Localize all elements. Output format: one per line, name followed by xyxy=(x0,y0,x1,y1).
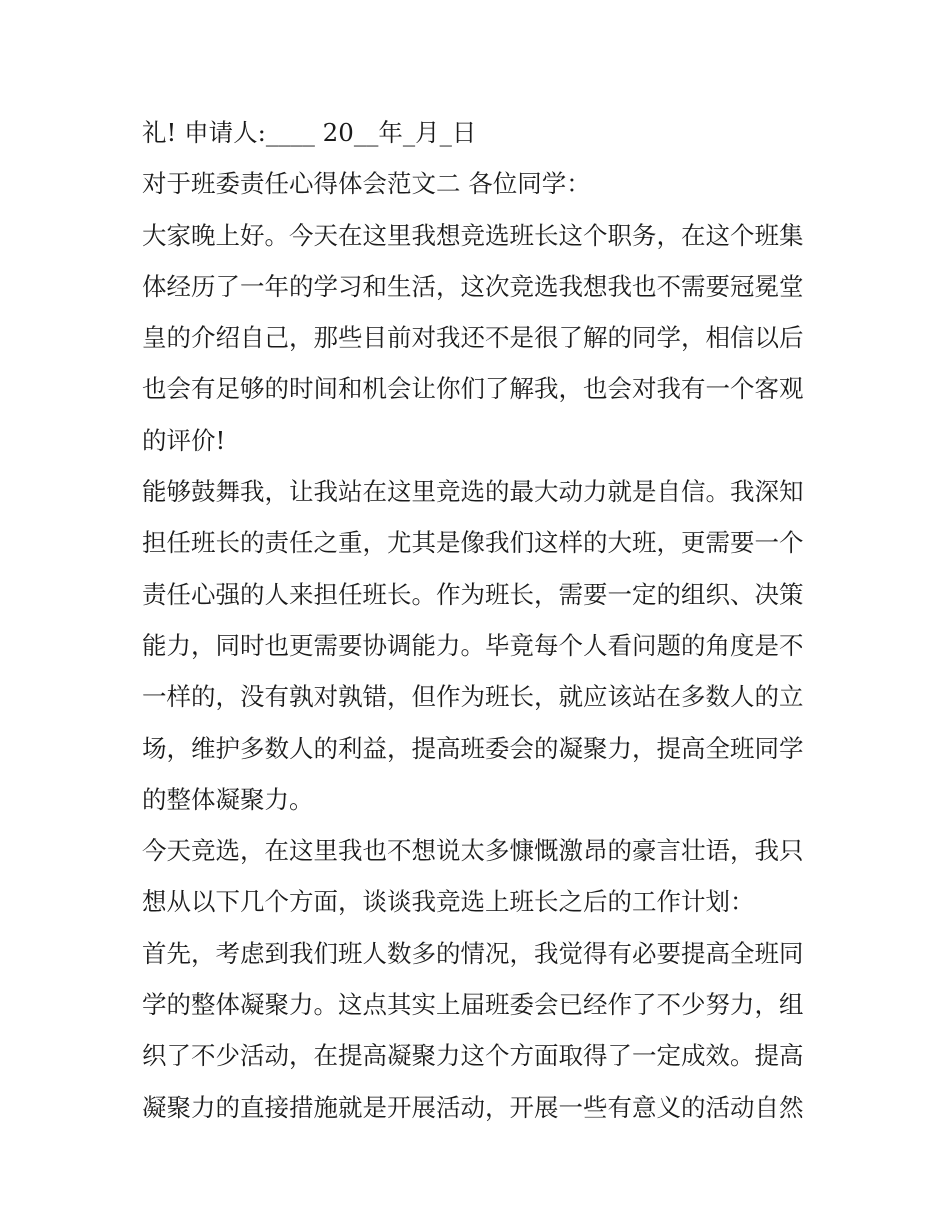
text-line: 想从以下几个方面，谈谈我竞选上班长之后的工作计划： xyxy=(142,887,755,917)
text-line: 责任心强的人来担任班长。作为班长，需要一定的组织、决策 xyxy=(142,579,804,609)
text-line: 能力，同时也更需要协调能力。毕竟每个人看问题的角度是不 xyxy=(142,630,804,660)
text-line: 学的整体凝聚力。这点其实上届班委会已经作了不少努力，组 xyxy=(142,990,804,1020)
text-line: 大家晚上好。今天在这里我想竞选班长这个职务，在这个班集 xyxy=(142,220,804,250)
text-line: 体经历了一年的学习和生活，这次竞选我想我也不需要冠冕堂 xyxy=(142,271,804,301)
text-line: 首先，考虑到我们班人数多的情况，我觉得有必要提高全班同 xyxy=(142,938,804,968)
document-body xyxy=(142,107,822,1133)
text-line: 皇的介绍自己，那些目前对我还不是很了解的同学，相信以后 xyxy=(142,323,804,353)
text-line: 场，维护多数人的利益，提高班委会的凝聚力，提高全班同学 xyxy=(142,733,804,763)
text-line: 对于班委责任心得体会范文二 各位同学： xyxy=(142,169,591,199)
text-line: 凝聚力的直接措施就是开展活动，开展一些有意义的活动自然 xyxy=(142,1092,804,1122)
text-line: 也会有足够的时间和机会让你们了解我，也会对我有一个客观 xyxy=(142,374,804,404)
text-line: 一样的，没有孰对孰错，但作为班长，就应该站在多数人的立 xyxy=(142,682,804,712)
text-line: 能够鼓舞我，让我站在这里竞选的最大动力就是自信。我深知 xyxy=(142,477,804,507)
text-line: 礼! 申请人:____ 20__年_月_日 xyxy=(142,118,477,147)
text-line: 的评价! xyxy=(142,425,226,455)
text-line: 担任班长的责任之重，尤其是像我们这样的大班，更需要一个 xyxy=(142,528,804,558)
text-line: 的整体凝聚力。 xyxy=(142,784,314,814)
text-line: 织了不少活动，在提高凝聚力这个方面取得了一定成效。提高 xyxy=(142,1041,804,1071)
text-line: 今天竞选，在这里我也不想说太多慷慨激昂的豪言壮语，我只 xyxy=(142,836,804,866)
